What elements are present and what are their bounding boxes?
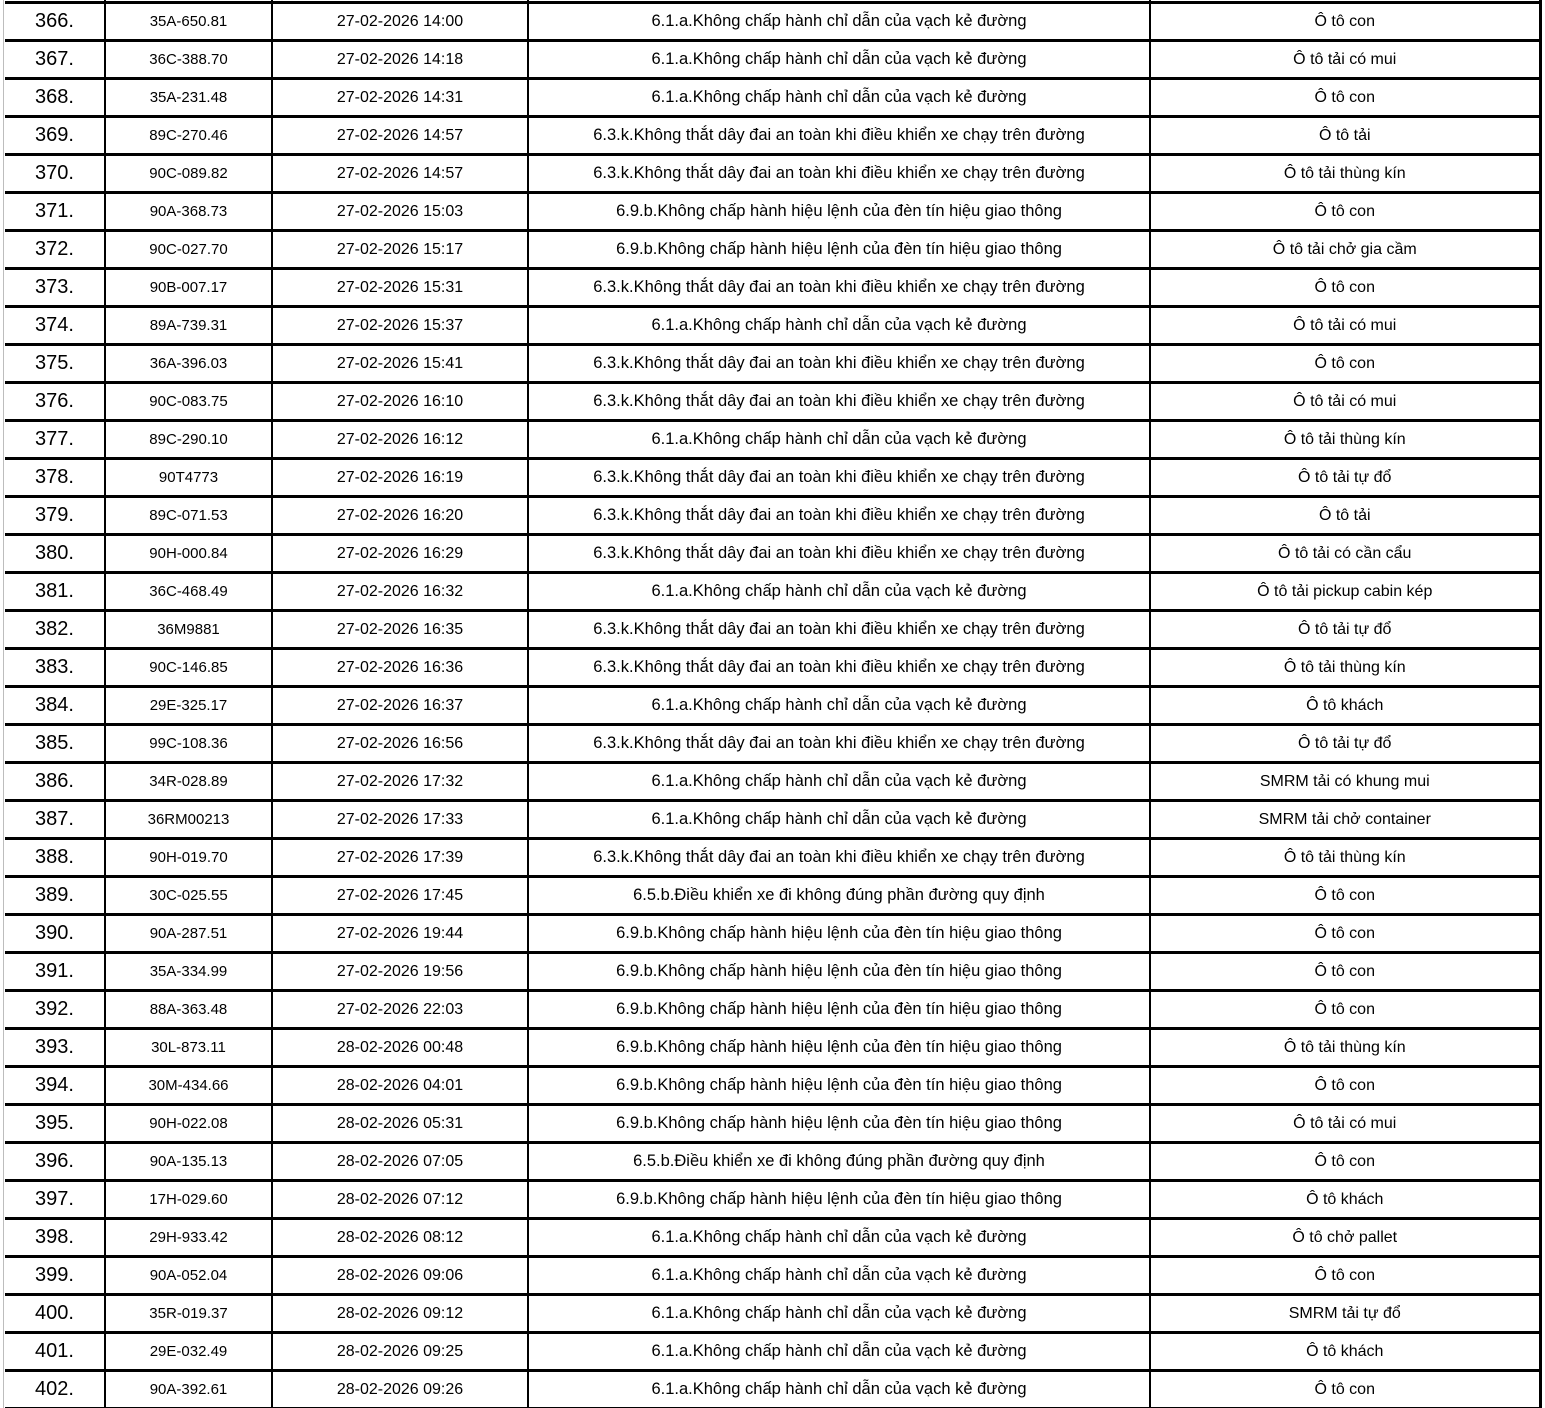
cell-datetime: 27-02-2026 16:56: [272, 725, 528, 763]
table-row: [5, 1219, 1540, 1257]
cell-plate: 29E-032.49: [105, 1333, 272, 1371]
cell-datetime: 27-02-2026 19:44: [272, 915, 528, 953]
cell-vehicle-type: Ô tô tải có mui: [1150, 383, 1540, 421]
violations-table-body: [5, 0, 1540, 1408]
cell-violation: 6.9.b.Không chấp hành hiệu lệnh của đèn tín hiệu giao thông: [528, 1105, 1150, 1143]
cell-vehicle-type: Ô tô tải thùng kín: [1150, 839, 1540, 877]
table-row: [5, 1333, 1540, 1371]
cell-vehicle-type: Ô tô tải tự đổ: [1150, 725, 1540, 763]
cell-violation: 6.9.b.Không chấp hành hiệu lệnh của đèn tín hiệu giao thông: [528, 991, 1150, 1029]
cell-index: 392.: [5, 991, 105, 1029]
table-row: [5, 801, 1540, 839]
cell-plate: 29E-325.17: [105, 687, 272, 725]
cell-violation: 6.1.a.Không chấp hành chỉ dẫn của vạch kẻ đường: [528, 79, 1150, 117]
cell-vehicle-type: Ô tô con: [1150, 991, 1540, 1029]
table-row: [5, 3, 1540, 41]
cell-vehicle-type: Ô tô khách: [1150, 687, 1540, 725]
cell-vehicle-type: Ô tô con: [1150, 345, 1540, 383]
cell-violation: 6.5.b.Điều khiển xe đi không đúng phần đường quy định: [528, 1143, 1150, 1181]
cell-datetime: 27-02-2026 15:03: [272, 193, 528, 231]
cell-datetime: 28-02-2026 05:31: [272, 1105, 528, 1143]
cell-vehicle-type: Ô tô khách: [1150, 1333, 1540, 1371]
cell-plate: 36A-396.03: [105, 345, 272, 383]
cell-plate: 90A-052.04: [105, 1257, 272, 1295]
table-row: [5, 1257, 1540, 1295]
cell-plate: 35A-650.81: [105, 3, 272, 41]
cell-index: 399.: [5, 1257, 105, 1295]
table-row: [5, 269, 1540, 307]
cell-vehicle-type: Ô tô tải thùng kín: [1150, 1029, 1540, 1067]
table-row: [5, 345, 1540, 383]
cell-vehicle-type: Ô tô con: [1150, 269, 1540, 307]
cell-index: 396.: [5, 1143, 105, 1181]
cell-vehicle-type: Ô tô con: [1150, 1371, 1540, 1408]
cell-datetime: 27-02-2026 15:41: [272, 345, 528, 383]
cell-violation: 6.1.a.Không chấp hành chỉ dẫn của vạch kẻ đường: [528, 41, 1150, 79]
cell-vehicle-type: Ô tô tải: [1150, 117, 1540, 155]
cell-index: 388.: [5, 839, 105, 877]
cell-datetime: 27-02-2026 16:20: [272, 497, 528, 535]
cell-plate: 90C-027.70: [105, 231, 272, 269]
table-row: [5, 725, 1540, 763]
cell-plate: 29H-933.42: [105, 1219, 272, 1257]
cell-violation: 6.1.a.Không chấp hành chỉ dẫn của vạch kẻ đường: [528, 307, 1150, 345]
cell-plate: 90A-287.51: [105, 915, 272, 953]
cell-vehicle-type: Ô tô con: [1150, 1143, 1540, 1181]
cell-violation: 6.1.a.Không chấp hành chỉ dẫn của vạch kẻ đường: [528, 1371, 1150, 1408]
cell-plate: 90T4773: [105, 459, 272, 497]
cell-datetime: 27-02-2026 16:10: [272, 383, 528, 421]
cell-plate: 90H-022.08: [105, 1105, 272, 1143]
cell-violation: 6.3.k.Không thắt dây đai an toàn khi điều khiển xe chạy trên đường: [528, 345, 1150, 383]
cell-vehicle-type: Ô tô tải: [1150, 497, 1540, 535]
cell-plate: 89C-290.10: [105, 421, 272, 459]
cell-datetime: 27-02-2026 16:37: [272, 687, 528, 725]
cell-vehicle-type: SMRM tải có khung mui: [1150, 763, 1540, 801]
cell-plate: 90C-083.75: [105, 383, 272, 421]
cell-index: 384.: [5, 687, 105, 725]
cell-datetime: 27-02-2026 17:33: [272, 801, 528, 839]
cell-violation: 6.3.k.Không thắt dây đai an toàn khi điều khiển xe chạy trên đường: [528, 839, 1150, 877]
cell-vehicle-type: Ô tô con: [1150, 193, 1540, 231]
table-row: [5, 991, 1540, 1029]
cell-vehicle-type: Ô tô tải có mui: [1150, 307, 1540, 345]
cell-violation: 6.9.b.Không chấp hành hiệu lệnh của đèn tín hiệu giao thông: [528, 1067, 1150, 1105]
cell-index: 380.: [5, 535, 105, 573]
cell-index: 397.: [5, 1181, 105, 1219]
table-row: [5, 763, 1540, 801]
table-row: [5, 1143, 1540, 1181]
cell-violation: 6.9.b.Không chấp hành hiệu lệnh của đèn tín hiệu giao thông: [528, 953, 1150, 991]
cell-datetime: 27-02-2026 16:29: [272, 535, 528, 573]
cell-index: 366.: [5, 3, 105, 41]
cell-datetime: 27-02-2026 19:56: [272, 953, 528, 991]
cell-datetime: 27-02-2026 15:37: [272, 307, 528, 345]
cell-violation: 6.5.b.Điều khiển xe đi không đúng phần đường quy định: [528, 877, 1150, 915]
cell-datetime: 27-02-2026 14:57: [272, 117, 528, 155]
cell-violation: 6.1.a.Không chấp hành chỉ dẫn của vạch kẻ đường: [528, 687, 1150, 725]
cell-datetime: 27-02-2026 16:19: [272, 459, 528, 497]
cell-index: 398.: [5, 1219, 105, 1257]
cell-index: 368.: [5, 79, 105, 117]
cell-index: 367.: [5, 41, 105, 79]
cell-violation: 6.1.a.Không chấp hành chỉ dẫn của vạch kẻ đường: [528, 3, 1150, 41]
cell-plate: 89A-739.31: [105, 307, 272, 345]
cell-violation: 6.1.a.Không chấp hành chỉ dẫn của vạch kẻ đường: [528, 421, 1150, 459]
cell-index: 391.: [5, 953, 105, 991]
cell-vehicle-type: Ô tô tải tự đổ: [1150, 459, 1540, 497]
cell-plate: 99C-108.36: [105, 725, 272, 763]
cell-datetime: 27-02-2026 17:32: [272, 763, 528, 801]
cell-datetime: 28-02-2026 08:12: [272, 1219, 528, 1257]
cell-datetime: 27-02-2026 16:36: [272, 649, 528, 687]
cell-violation: 6.9.b.Không chấp hành hiệu lệnh của đèn tín hiệu giao thông: [528, 231, 1150, 269]
table-row: [5, 687, 1540, 725]
cell-vehicle-type: Ô tô con: [1150, 915, 1540, 953]
table-row: [5, 535, 1540, 573]
cell-datetime: 28-02-2026 09:12: [272, 1295, 528, 1333]
table-row: [5, 839, 1540, 877]
cell-index: 373.: [5, 269, 105, 307]
cell-vehicle-type: Ô tô chở pallet: [1150, 1219, 1540, 1257]
cell-index: 389.: [5, 877, 105, 915]
cell-plate: 89C-270.46: [105, 117, 272, 155]
table-row: [5, 1371, 1540, 1408]
cell-violation: 6.1.a.Không chấp hành chỉ dẫn của vạch kẻ đường: [528, 1295, 1150, 1333]
cell-plate: 90H-000.84: [105, 535, 272, 573]
table-row: [5, 79, 1540, 117]
cell-vehicle-type: Ô tô con: [1150, 79, 1540, 117]
table-row: [5, 953, 1540, 991]
cell-violation: 6.9.b.Không chấp hành hiệu lệnh của đèn tín hiệu giao thông: [528, 915, 1150, 953]
cell-index: 382.: [5, 611, 105, 649]
cell-vehicle-type: Ô tô tải thùng kín: [1150, 421, 1540, 459]
cell-violation: 6.1.a.Không chấp hành chỉ dẫn của vạch kẻ đường: [528, 1219, 1150, 1257]
cell-index: 381.: [5, 573, 105, 611]
cell-vehicle-type: Ô tô tải pickup cabin kép: [1150, 573, 1540, 611]
table-row: [5, 383, 1540, 421]
table-row: [5, 193, 1540, 231]
cell-index: 402.: [5, 1371, 105, 1408]
table-row: [5, 117, 1540, 155]
cell-violation: 6.3.k.Không thắt dây đai an toàn khi điều khiển xe chạy trên đường: [528, 497, 1150, 535]
cell-datetime: 27-02-2026 16:12: [272, 421, 528, 459]
table-row: [5, 915, 1540, 953]
cell-violation: 6.3.k.Không thắt dây đai an toàn khi điều khiển xe chạy trên đường: [528, 535, 1150, 573]
cell-datetime: 28-02-2026 09:06: [272, 1257, 528, 1295]
cell-vehicle-type: Ô tô con: [1150, 1257, 1540, 1295]
cell-index: 394.: [5, 1067, 105, 1105]
cell-plate: 90H-019.70: [105, 839, 272, 877]
cell-index: 372.: [5, 231, 105, 269]
cell-index: 370.: [5, 155, 105, 193]
cell-datetime: 27-02-2026 14:00: [272, 3, 528, 41]
cell-vehicle-type: Ô tô khách: [1150, 1181, 1540, 1219]
cell-plate: 30L-873.11: [105, 1029, 272, 1067]
cell-datetime: 27-02-2026 16:32: [272, 573, 528, 611]
cell-vehicle-type: Ô tô tải thùng kín: [1150, 155, 1540, 193]
cell-datetime: 27-02-2026 17:39: [272, 839, 528, 877]
table-row: [5, 41, 1540, 79]
table-row: [5, 459, 1540, 497]
cell-violation: 6.3.k.Không thắt dây đai an toàn khi điều khiển xe chạy trên đường: [528, 649, 1150, 687]
cell-plate: 30C-025.55: [105, 877, 272, 915]
cell-plate: 35A-334.99: [105, 953, 272, 991]
cell-index: 383.: [5, 649, 105, 687]
cell-violation: 6.1.a.Không chấp hành chỉ dẫn của vạch kẻ đường: [528, 801, 1150, 839]
cell-datetime: 28-02-2026 09:25: [272, 1333, 528, 1371]
cell-violation: 6.1.a.Không chấp hành chỉ dẫn của vạch kẻ đường: [528, 763, 1150, 801]
cell-datetime: 27-02-2026 14:57: [272, 155, 528, 193]
cell-violation: 6.3.k.Không thắt dây đai an toàn khi điều khiển xe chạy trên đường: [528, 725, 1150, 763]
cell-index: 400.: [5, 1295, 105, 1333]
cell-vehicle-type: Ô tô tải chở gia cầm: [1150, 231, 1540, 269]
cell-plate: 90B-007.17: [105, 269, 272, 307]
sheet-gridline: [3, 0, 4, 1408]
table-row: [5, 877, 1540, 915]
cell-plate: 90C-146.85: [105, 649, 272, 687]
cell-plate: 35R-019.37: [105, 1295, 272, 1333]
cell-index: 374.: [5, 307, 105, 345]
cell-violation: 6.3.k.Không thắt dây đai an toàn khi điều khiển xe chạy trên đường: [528, 611, 1150, 649]
cell-vehicle-type: Ô tô tải có cần cẩu: [1150, 535, 1540, 573]
table-row: [5, 573, 1540, 611]
cell-vehicle-type: Ô tô con: [1150, 3, 1540, 41]
cell-index: 371.: [5, 193, 105, 231]
cell-violation: 6.1.a.Không chấp hành chỉ dẫn của vạch kẻ đường: [528, 1257, 1150, 1295]
cell-datetime: 27-02-2026 16:35: [272, 611, 528, 649]
cell-plate: 90A-392.61: [105, 1371, 272, 1408]
table-row: [5, 1295, 1540, 1333]
cell-index: 387.: [5, 801, 105, 839]
table-row: [5, 1067, 1540, 1105]
cell-datetime: 27-02-2026 14:18: [272, 41, 528, 79]
cell-vehicle-type: Ô tô con: [1150, 877, 1540, 915]
table-row: [5, 649, 1540, 687]
cell-datetime: 28-02-2026 00:48: [272, 1029, 528, 1067]
cell-violation: 6.9.b.Không chấp hành hiệu lệnh của đèn tín hiệu giao thông: [528, 1029, 1150, 1067]
cell-plate: 17H-029.60: [105, 1181, 272, 1219]
cell-datetime: 28-02-2026 09:26: [272, 1371, 528, 1408]
cell-violation: 6.3.k.Không thắt dây đai an toàn khi điều khiển xe chạy trên đường: [528, 383, 1150, 421]
cell-plate: 35A-231.48: [105, 79, 272, 117]
table-row: [5, 231, 1540, 269]
cell-vehicle-type: SMRM tải chở container: [1150, 801, 1540, 839]
cell-datetime: 28-02-2026 04:01: [272, 1067, 528, 1105]
table-row: [5, 307, 1540, 345]
cell-violation: 6.3.k.Không thắt dây đai an toàn khi điều khiển xe chạy trên đường: [528, 117, 1150, 155]
cell-vehicle-type: Ô tô con: [1150, 1067, 1540, 1105]
table-row: [5, 1181, 1540, 1219]
cell-datetime: 27-02-2026 22:03: [272, 991, 528, 1029]
cell-violation: 6.1.a.Không chấp hành chỉ dẫn của vạch kẻ đường: [528, 1333, 1150, 1371]
cell-datetime: 27-02-2026 15:31: [272, 269, 528, 307]
cell-plate: 90A-368.73: [105, 193, 272, 231]
cell-vehicle-type: Ô tô tải có mui: [1150, 41, 1540, 79]
violations-table: [5, 0, 1542, 1408]
cell-plate: 36C-468.49: [105, 573, 272, 611]
cell-datetime: 27-02-2026 17:45: [272, 877, 528, 915]
cell-index: 390.: [5, 915, 105, 953]
cell-index: 385.: [5, 725, 105, 763]
cell-index: 401.: [5, 1333, 105, 1371]
cell-plate: 88A-363.48: [105, 991, 272, 1029]
cell-index: 379.: [5, 497, 105, 535]
cell-vehicle-type: Ô tô tải tự đổ: [1150, 611, 1540, 649]
cell-violation: 6.3.k.Không thắt dây đai an toàn khi điều khiển xe chạy trên đường: [528, 459, 1150, 497]
cell-index: 378.: [5, 459, 105, 497]
cell-plate: 34R-028.89: [105, 763, 272, 801]
cell-vehicle-type: Ô tô tải thùng kín: [1150, 649, 1540, 687]
cell-datetime: 28-02-2026 07:05: [272, 1143, 528, 1181]
cell-plate: 30M-434.66: [105, 1067, 272, 1105]
cell-plate: 89C-071.53: [105, 497, 272, 535]
cell-index: 375.: [5, 345, 105, 383]
cell-index: 395.: [5, 1105, 105, 1143]
table-row: [5, 497, 1540, 535]
cell-violation: 6.9.b.Không chấp hành hiệu lệnh của đèn tín hiệu giao thông: [528, 1181, 1150, 1219]
table-row: [5, 611, 1540, 649]
table-row: [5, 155, 1540, 193]
table-row: [5, 1029, 1540, 1067]
cell-violation: 6.3.k.Không thắt dây đai an toàn khi điều khiển xe chạy trên đường: [528, 269, 1150, 307]
cell-index: 393.: [5, 1029, 105, 1067]
cell-datetime: 27-02-2026 14:31: [272, 79, 528, 117]
cell-datetime: 28-02-2026 07:12: [272, 1181, 528, 1219]
cell-index: 386.: [5, 763, 105, 801]
cell-vehicle-type: SMRM tải tự đổ: [1150, 1295, 1540, 1333]
cell-vehicle-type: Ô tô tải có mui: [1150, 1105, 1540, 1143]
cell-plate: 90A-135.13: [105, 1143, 272, 1181]
cell-violation: 6.9.b.Không chấp hành hiệu lệnh của đèn tín hiệu giao thông: [528, 193, 1150, 231]
table-row: [5, 1105, 1540, 1143]
cell-datetime: 27-02-2026 15:17: [272, 231, 528, 269]
cell-plate: 36RM00213: [105, 801, 272, 839]
cell-plate: 36M9881: [105, 611, 272, 649]
cell-index: 376.: [5, 383, 105, 421]
cell-plate: 36C-388.70: [105, 41, 272, 79]
cell-plate: 90C-089.82: [105, 155, 272, 193]
cell-violation: 6.1.a.Không chấp hành chỉ dẫn của vạch kẻ đường: [528, 573, 1150, 611]
cell-index: 369.: [5, 117, 105, 155]
cell-index: 377.: [5, 421, 105, 459]
cell-violation: 6.3.k.Không thắt dây đai an toàn khi điều khiển xe chạy trên đường: [528, 155, 1150, 193]
cell-vehicle-type: Ô tô con: [1150, 953, 1540, 991]
table-row: [5, 421, 1540, 459]
